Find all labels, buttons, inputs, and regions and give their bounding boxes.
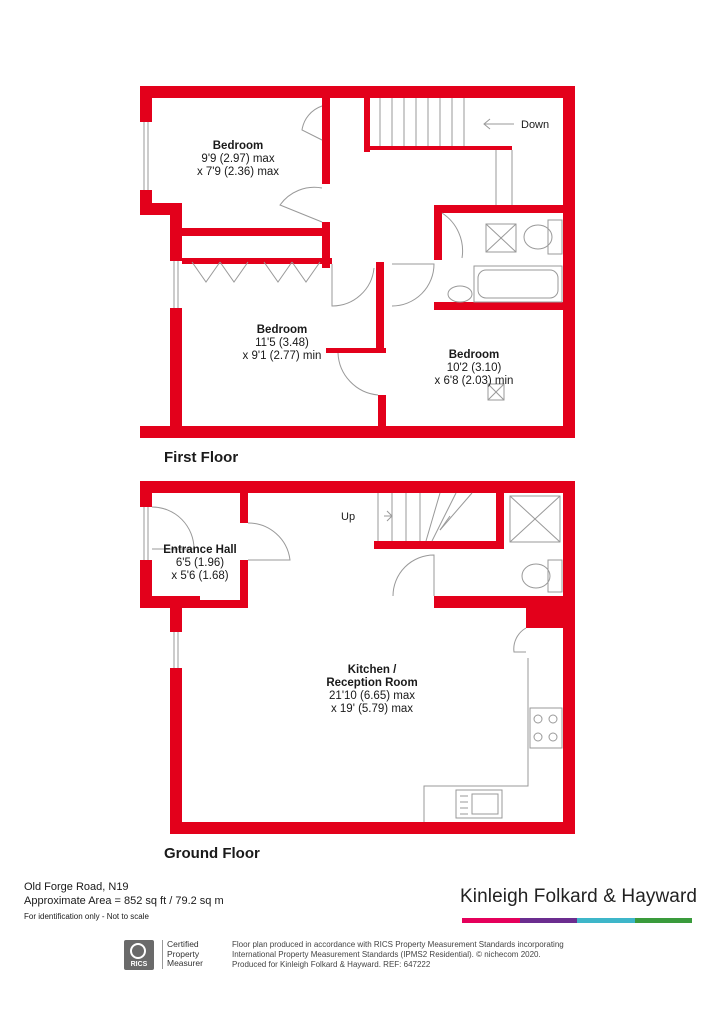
first-floor-bedroom-1-name: Bedroom <box>212 140 264 152</box>
ground-floor-stair-label: Up <box>341 511 356 523</box>
first-floor-bedroom-2-dim2: x 9'1 (2.77) min <box>242 350 322 362</box>
first-floor-bedroom-2-dim1: 11'5 (3.48) <box>255 337 309 349</box>
brand-bar-segment <box>462 918 520 923</box>
brand-bar-segment <box>577 918 635 923</box>
identification-note: For identification only - Not to scale <box>24 912 149 921</box>
first-floor-bedroom-1-dim1: 9'9 (2.97) max <box>201 153 275 165</box>
first-floor-bedroom-3-dim1: 10'2 (3.10) <box>446 362 502 374</box>
disclaimer <box>232 940 612 970</box>
rics-logo-icon <box>124 940 154 970</box>
approximate-area: Approximate Area = 852 sq ft / 79.2 sq m <box>24 895 224 907</box>
first-floor-stair-label: Down <box>521 119 550 131</box>
rics-cert-line: Certified <box>167 939 199 949</box>
first-floor-bedroom-1-dim2: x 7'9 (2.36) max <box>196 166 280 178</box>
brand-name: Kinleigh Folkard & Hayward <box>460 886 698 907</box>
first-floor-stairs <box>380 98 514 205</box>
ground-floor-plan <box>140 481 575 834</box>
first-floor-plan <box>140 86 575 438</box>
ground-floor-title: Ground Floor <box>164 845 260 862</box>
kitchen-dim1: 21'10 (6.65) max <box>329 690 415 702</box>
kitchen-dim2: x 19' (5.79) max <box>330 703 414 715</box>
kitchen-name-2: Reception Room <box>326 677 418 689</box>
first-floor-bedroom-3-dim2: x 6'8 (2.03) min <box>434 375 514 387</box>
rics-cert-line: Property <box>167 948 200 959</box>
rics-ring-icon <box>130 943 146 959</box>
ground-floor-stairs <box>378 493 472 541</box>
rics-badge <box>124 940 224 970</box>
entrance-hall-dim1: 6'5 (1.96) <box>175 557 225 569</box>
entrance-hall-name: Entrance Hall <box>163 544 237 556</box>
kitchen-name: Kitchen / <box>347 664 397 676</box>
rics-certification <box>162 940 203 969</box>
address: Old Forge Road, N19 <box>24 881 129 893</box>
brand-bar-segment <box>520 918 578 923</box>
disclaimer-line: International Property Measurement Standards (IPMS2 Residential). © nichecom 2020. <box>232 950 541 959</box>
disclaimer-line: Produced for Kinleigh Folkard & Hayward. REF: 647222 <box>232 960 431 969</box>
first-floor-bedroom-2-name: Bedroom <box>256 324 308 336</box>
entrance-hall-dim2: x 5'6 (1.68) <box>171 570 229 582</box>
first-floor-title: First Floor <box>164 449 239 466</box>
disclaimer-line: Floor plan produced in accordance with RICS Property Measurement Standards incorporating <box>232 940 564 949</box>
first-floor-bedroom-3-name: Bedroom <box>448 349 500 361</box>
rics-logo-text: RICS <box>130 961 148 968</box>
property-details <box>24 880 224 924</box>
brand-color-bar <box>462 918 692 923</box>
brand-bar-segment <box>635 918 693 923</box>
rics-cert-line: Measurer <box>167 958 203 968</box>
